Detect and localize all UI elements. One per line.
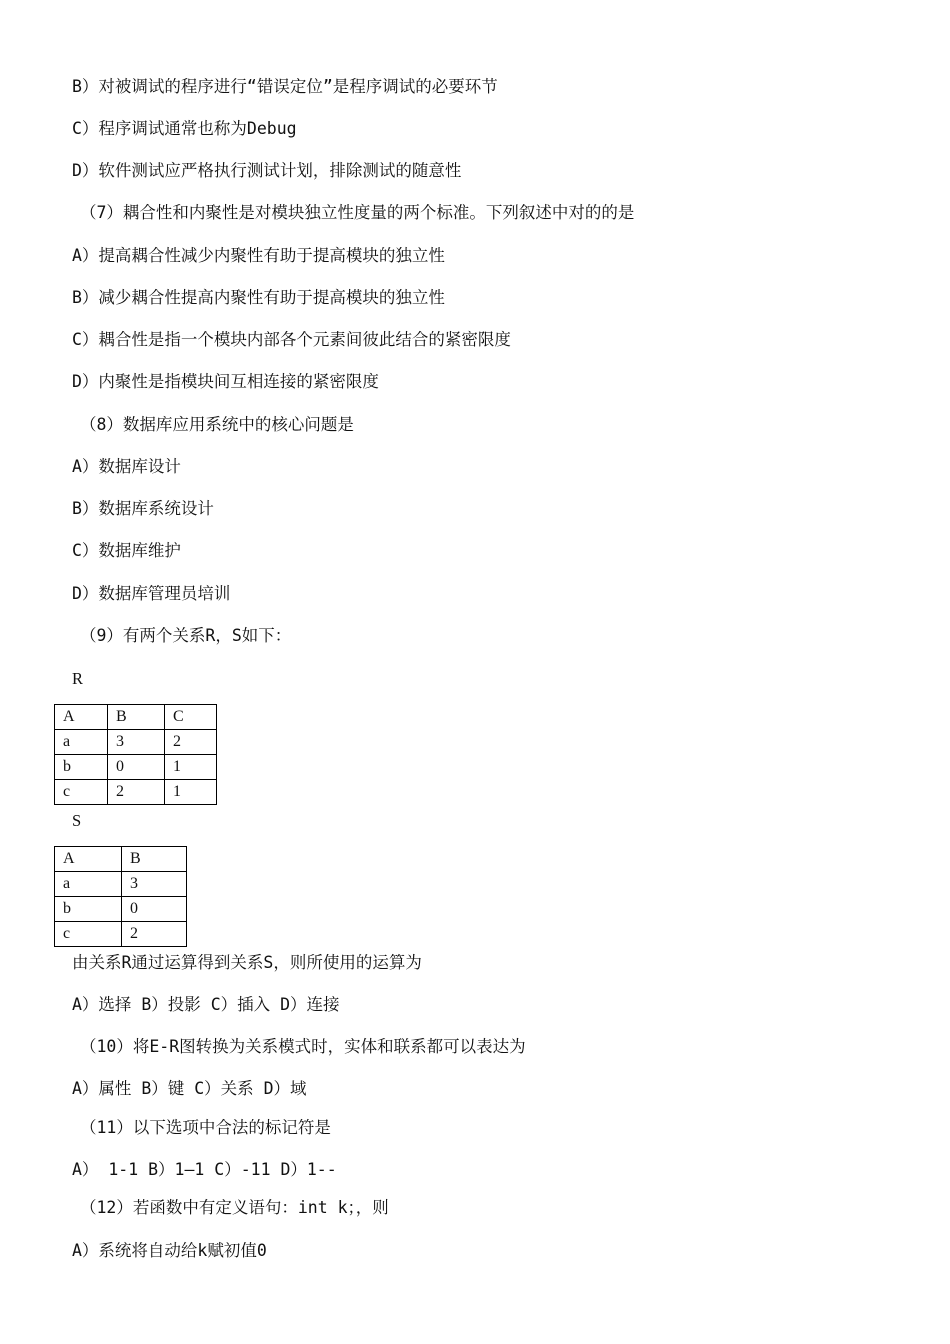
table-cell: b	[55, 897, 122, 922]
table-cell: 0	[122, 897, 187, 922]
option-8a: A）数据库设计	[72, 457, 181, 476]
table-r	[54, 704, 217, 805]
question-9-stem: 由关系R通过运算得到关系S，则所使用的运算为	[72, 953, 422, 972]
table-cell: 3	[108, 730, 165, 755]
line-d-test-plan: D）软件测试应严格执行测试计划，排除测试的随意性	[72, 161, 462, 180]
table-cell: 1	[165, 780, 217, 805]
table-cell: 3	[122, 872, 187, 897]
table-cell: A	[55, 847, 122, 872]
table-cell: c	[55, 922, 122, 947]
table-row	[55, 705, 217, 730]
table-cell: 2	[165, 730, 217, 755]
option-7b: B）减少耦合性提高内聚性有助于提高模块的独立性	[72, 288, 445, 307]
table-row	[55, 755, 217, 780]
question-9: （9）有两个关系R，S如下：	[80, 626, 292, 645]
question-8: （8）数据库应用系统中的核心问题是	[80, 415, 354, 434]
table-s	[54, 846, 187, 947]
table-cell: C	[165, 705, 217, 730]
table-cell: 1	[165, 755, 217, 780]
question-12: （12）若函数中有定义语句：int k；，则	[80, 1198, 389, 1217]
table-row	[55, 730, 217, 755]
table-cell: 2	[108, 780, 165, 805]
option-8b: B）数据库系统设计	[72, 499, 214, 518]
table-cell: a	[55, 730, 108, 755]
table-row	[55, 872, 187, 897]
line-b-debug-locate: B）对被调试的程序进行“错误定位”是程序调试的必要环节	[72, 77, 498, 96]
table-s-label: S	[72, 811, 82, 830]
option-8c: C）数据库维护	[72, 541, 181, 560]
option-7a: A）提高耦合性减少内聚性有助于提高模块的独立性	[72, 246, 445, 265]
option-8d: D）数据库管理员培训	[72, 584, 231, 603]
table-row	[55, 847, 187, 872]
table-cell: B	[122, 847, 187, 872]
table-row	[55, 922, 187, 947]
options-11: A） 1-1 B）1—1 C）-11 D）1--	[72, 1160, 337, 1179]
table-cell: b	[55, 755, 108, 780]
option-7c: C）耦合性是指一个模块内部各个元素间彼此结合的紧密限度	[72, 330, 511, 349]
option-7d: D）内聚性是指模块间互相连接的紧密限度	[72, 372, 379, 391]
table-cell: a	[55, 872, 122, 897]
question-7: （7）耦合性和内聚性是对模块独立性度量的两个标准。下列叙述中对的的是	[80, 203, 635, 222]
options-9: A）选择 B）投影 C）插入 D）连接	[72, 995, 340, 1014]
table-row	[55, 780, 217, 805]
table-cell: c	[55, 780, 108, 805]
table-row	[55, 897, 187, 922]
table-cell: A	[55, 705, 108, 730]
question-11: （11）以下选项中合法的标记符是	[80, 1118, 331, 1137]
question-10: （10）将E-R图转换为关系模式时，实体和联系都可以表达为	[80, 1037, 526, 1056]
table-cell: 0	[108, 755, 165, 780]
line-c-debug-name: C）程序调试通常也称为Debug	[72, 119, 297, 138]
table-r-label: R	[72, 669, 84, 688]
options-10: A）属性 B）键 C）关系 D）域	[72, 1079, 307, 1098]
table-cell: B	[108, 705, 165, 730]
option-12a: A）系统将自动给k赋初值0	[72, 1241, 267, 1260]
table-cell: 2	[122, 922, 187, 947]
